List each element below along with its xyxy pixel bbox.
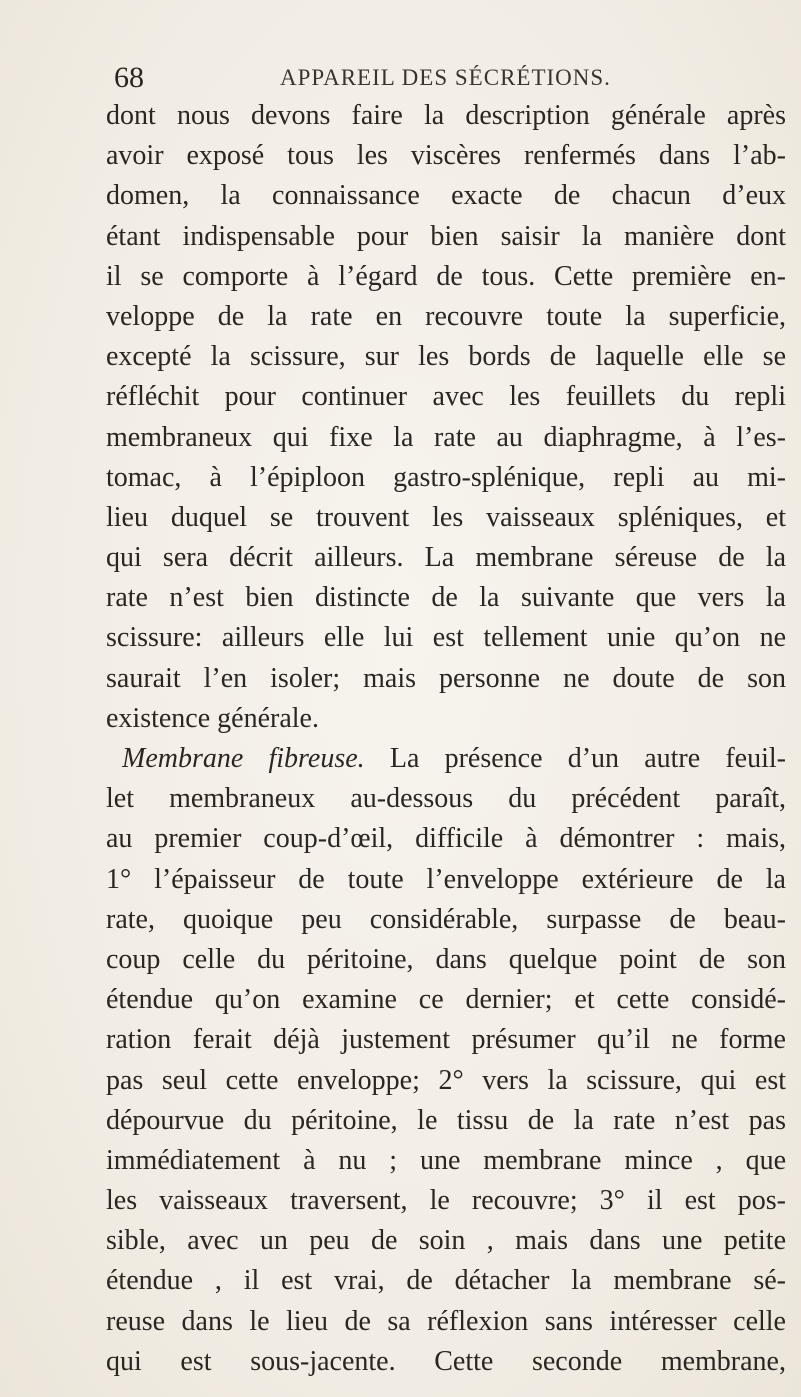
text-line: il se comporte à l’égard de tous. Cette première en- bbox=[106, 260, 786, 292]
text-line: existence générale. bbox=[106, 702, 319, 734]
text-line: rate, quoique peu considérable, surpasse de beau- bbox=[106, 903, 786, 935]
text-line: qui est sous-jacente. Cette seconde membrane, bbox=[106, 1345, 786, 1377]
text-line: qui sera décrit ailleurs. La membrane séreuse de la bbox=[106, 542, 786, 574]
text-line: membraneux qui fixe la rate au diaphragme, à l’es- bbox=[106, 421, 786, 453]
text-line: ration ferait déjà justement présumer qu’il ne forme bbox=[106, 1024, 786, 1056]
text-line: lieu duquel se trouvent les vaisseaux spléniques, et bbox=[106, 501, 786, 533]
text-line: étendue , il est vrai, de détacher la membrane sé- bbox=[106, 1265, 786, 1297]
text-line: étant indispensable pour bien saisir la manière dont bbox=[106, 220, 786, 252]
text-line: sible, avec un peu de soin , mais dans une petite bbox=[106, 1225, 786, 1257]
running-head: APPAREIL DES SÉCRÉTIONS. bbox=[280, 65, 611, 90]
text-line: au premier coup-d’œil, difficile à démontrer : mais, bbox=[106, 823, 786, 855]
page-header bbox=[114, 58, 674, 98]
text-line: immédiatement à nu ; une membrane mince , que bbox=[106, 1144, 786, 1176]
section-heading-italic: Membrane fibreuse. bbox=[122, 743, 365, 774]
text-line: let membraneux au-dessous du précédent paraît, bbox=[106, 783, 786, 815]
text-line: reuse dans le lieu de sa réflexion sans intéresser celle bbox=[106, 1305, 786, 1337]
text-line: domen, la connaissance exacte de chacun d’eux bbox=[106, 180, 786, 212]
text-line: dépourvue du péritoine, le tissu de la rate n’est pas bbox=[106, 1104, 786, 1136]
text-line: avoir exposé tous les viscères renfermés dans l’ab- bbox=[106, 140, 786, 172]
text-line: veloppe de la rate en recouvre toute la superficie, bbox=[106, 300, 786, 332]
text-line: pas seul cette enveloppe; 2° vers la scissure, qui est bbox=[106, 1064, 786, 1096]
text-line: saurait l’en isoler; mais personne ne doute de son bbox=[106, 662, 786, 694]
text-line: 1° l’épaisseur de toute l’enveloppe extérieure de la bbox=[106, 863, 786, 895]
body-text bbox=[106, 96, 786, 1382]
text-line: dont nous devons faire la description générale après bbox=[106, 100, 786, 131]
paragraph-start-text: La présence d’un autre feuil- bbox=[364, 743, 786, 774]
text-line: les vaisseaux traversent, le recouvre; 3° il est pos- bbox=[106, 1185, 786, 1217]
paragraph-start-line bbox=[106, 739, 786, 779]
text-line: étendue qu’on examine ce dernier; et cette considé- bbox=[106, 984, 786, 1016]
text-line: réfléchit pour continuer avec les feuillets du repli bbox=[106, 381, 786, 413]
text-line: excepté la scissure, sur les bords de laquelle elle se bbox=[106, 341, 786, 373]
page-number: 68 bbox=[114, 61, 144, 94]
text-line: scissure: ailleurs elle lui est tellement unie qu’on ne bbox=[106, 622, 786, 654]
text-line: tomac, à l’épiploon gastro-splénique, repli au mi- bbox=[106, 461, 786, 493]
text-line: rate n’est bien distincte de la suivante que vers la bbox=[106, 582, 786, 614]
text-line: coup celle du péritoine, dans quelque point de son bbox=[106, 943, 786, 975]
